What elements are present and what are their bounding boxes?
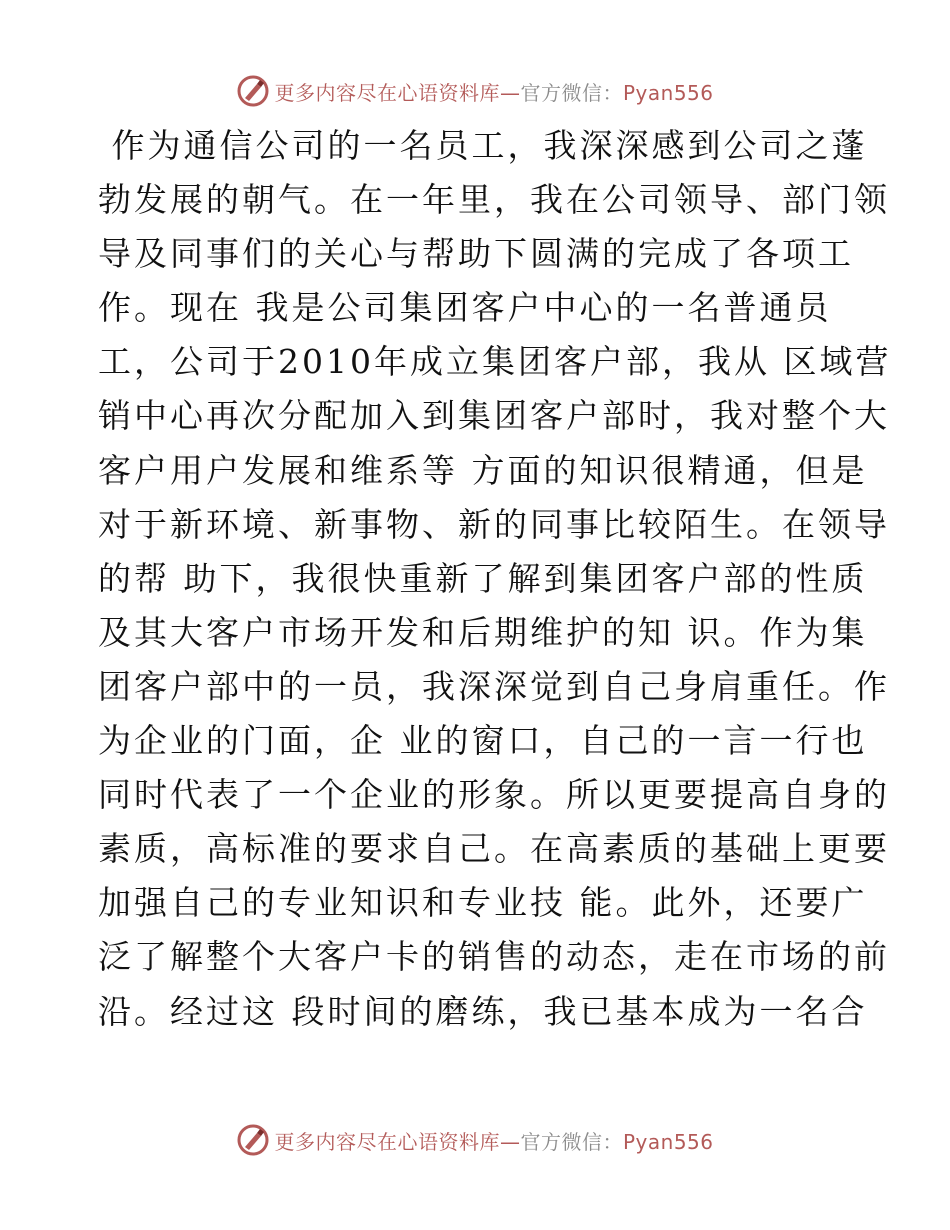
text-line: 工，公司于2010年成立集团客户部，我从 区域营 <box>98 342 892 382</box>
footer-watermark <box>0 1122 950 1158</box>
text-line: 勃发展的朝气。在一年里，我在公司领导、部门领 <box>98 180 890 220</box>
text-line: 的帮 助下，我很快重新了解到集团客户部的性质 <box>98 558 868 598</box>
text-line: 导及同事们的关心与帮助下圆满的完成了各项工 <box>98 234 854 274</box>
text-line: 泛了解整个大客户卡的销售的动态，走在市场的前 <box>98 937 890 977</box>
text-line: 素质，高标准的要求自己。在高素质的基础上更要 <box>98 829 890 869</box>
watermark-separator: — <box>499 80 521 105</box>
text-line: 及其大客户市场开发和后期维护的知 识。作为集 <box>98 612 868 652</box>
text-line: 加强自己的专业知识和专业技 能。此外，还要广 <box>98 883 868 923</box>
text-line: 客户用户发展和维系等 方面的知识很精通，但是 <box>98 450 868 490</box>
watermark-main-text: 更多内容尽在心语资料库 <box>274 1129 500 1154</box>
watermark-main-text: 更多内容尽在心语资料库 <box>274 80 500 105</box>
text-line: 为企业的门面，企 业的窗口，自己的一言一行也 <box>98 721 868 761</box>
pen-logo-icon <box>236 1123 270 1157</box>
text-line: 作为通信公司的一名员工，我深深感到公司之蓬 <box>98 126 868 165</box>
text-line: 同时代表了一个企业的形象。所以更要提高自身的 <box>98 775 890 815</box>
text-line: 沿。经过这 段时间的磨练，我已基本成为一名合 <box>98 991 868 1031</box>
watermark-sub-text: 官方微信： <box>520 80 623 105</box>
text-line: 销中心再次分配加入到集团客户部时，我对整个大 <box>98 396 890 436</box>
watermark-id-text: Pyan556 <box>622 80 714 105</box>
text-line: 作。现在 我是公司集团客户中心的一名普通员 <box>98 288 832 328</box>
header-watermark <box>0 73 950 109</box>
document-body <box>98 124 892 1044</box>
footer-watermark-text <box>274 1126 713 1155</box>
text-line: 对于新环境、新事物、新的同事比较陌生。在领导 <box>98 504 890 544</box>
text-line: 团客户部中的一员，我深深觉到自己身肩重任。作 <box>98 666 890 706</box>
pen-logo-icon <box>236 74 270 108</box>
watermark-sub-text: 官方微信： <box>520 1129 623 1154</box>
watermark-separator: — <box>499 1129 521 1154</box>
watermark-id-text: Pyan556 <box>622 1129 714 1154</box>
header-watermark-text <box>274 77 713 106</box>
